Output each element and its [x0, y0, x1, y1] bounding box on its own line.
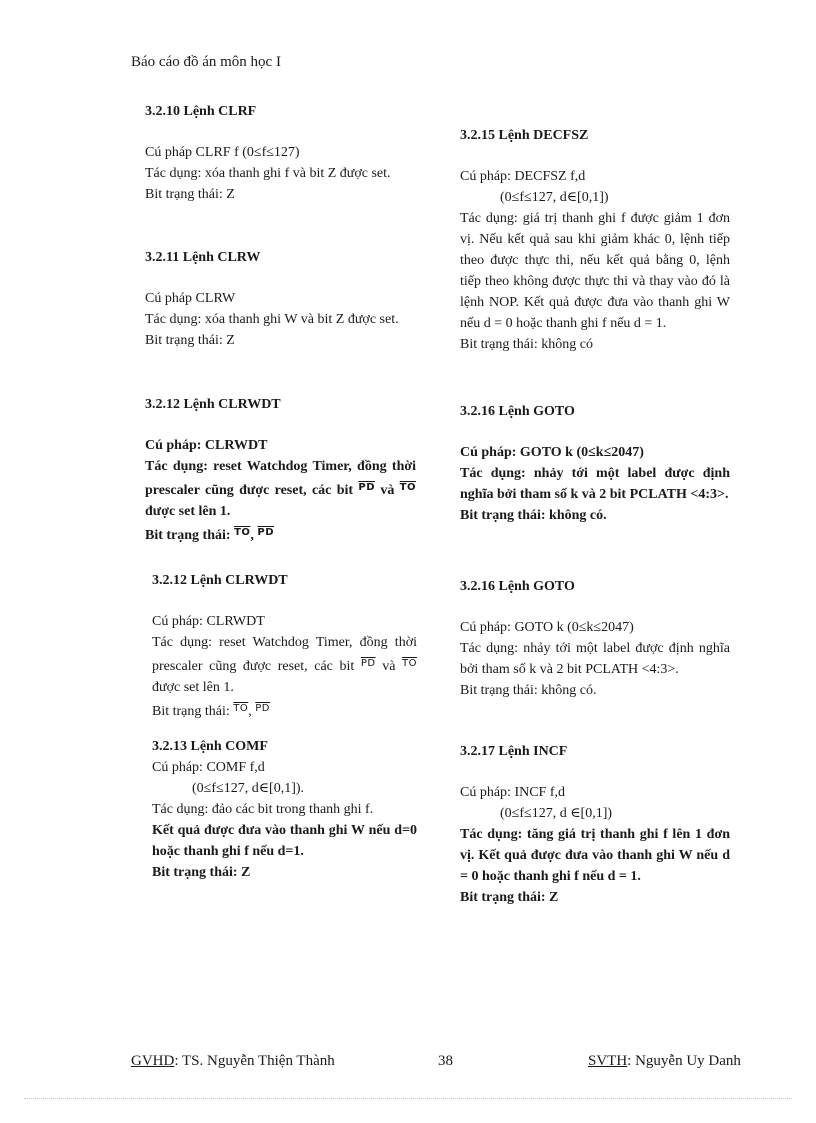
status-bits: Bit trạng thái: $^{\overline{TO}}$, $^{\overline{PD}}$	[145, 527, 275, 543]
status-bits: Bit trạng thái: không có	[460, 337, 593, 352]
page-number: 38	[438, 1053, 453, 1069]
effect-text: Tác dụng: xóa thanh ghi W và bit Z được set.	[145, 312, 399, 327]
status-bits: Bit trạng thái: không có.	[460, 683, 597, 698]
syntax-line: Cú pháp: INCF f,d	[460, 785, 565, 800]
syntax-range: (0≤f≤127, d∈[0,1])	[500, 190, 609, 205]
section-title: 3.2.10 Lệnh CLRF	[145, 104, 257, 119]
pd-bit: PD	[360, 658, 376, 669]
footer-student	[588, 1053, 741, 1070]
section-goto-bold	[460, 402, 730, 526]
effect-text: Tác dụng: nhảy tới một label được định nghĩa bởi tham số k và 2 bit PCLATH <4:3>.	[460, 466, 730, 502]
to-bit: TO	[233, 703, 249, 714]
status-bits: Bit trạng thái: Z	[145, 187, 235, 202]
section-goto	[460, 577, 730, 701]
effect-text: Tác dụng: xóa thanh ghi f và bit Z được set.	[145, 166, 391, 181]
syntax-line: Cú pháp: DECFSZ f,d	[460, 169, 586, 184]
section-clrf	[145, 102, 416, 205]
effect-text: Tác dụng: reset Watchdog Timer, đồng thời prescaler cũng được reset, các bit $^{\overline{PD}}$ và $^{\overline{TO}}$ được set lên 1.	[145, 459, 416, 519]
syntax-line: Cú pháp CLRW	[145, 291, 236, 306]
effect-text: Tác dụng: tăng giá trị thanh ghi f lên 1 đơn vị. Kết quả được đưa vào thanh ghi W nếu d = 0 hoặc thanh ghi f nếu d = 1.	[460, 827, 730, 884]
syntax-range: (0≤f≤127, d∈[0,1]).	[192, 781, 305, 796]
pd-bit: PD	[358, 482, 376, 493]
syntax-line: Cú pháp: GOTO k (0≤k≤2047)	[460, 620, 634, 635]
status-bits: Bit trạng thái: Z	[152, 865, 251, 880]
effect-text: Tác dụng: nhảy tới một label được định nghĩa bởi tham số k và 2 bit PCLATH <4:3>.	[460, 641, 730, 677]
section-decfsz	[460, 126, 730, 355]
section-title: 3.2.16 Lệnh GOTO	[460, 579, 575, 594]
to-bit: TO	[234, 527, 251, 538]
effect-text: Tác dụng: giá trị thanh ghi f được giảm 1 đơn vị. Nếu kết quả sau khi giảm khác 0, lệnh tiếp theo được thực thi, nếu kết quả bằng 0, lệnh tiếp theo không được thực thi và thay vào đó là lệnh NOP. Kết quả được đưa vào thanh ghi W nếu d = 0 hoặc thanh ghi f nếu d = 1.	[460, 211, 730, 331]
pd-bit: PD	[257, 527, 275, 538]
effect-text: Tác dụng: reset Watchdog Timer, đồng thời prescaler cũng được reset, các bit $^{\overline{PD}}$ và $^{\overline{TO}}$ được set lên 1.	[152, 635, 418, 695]
effect-text: Tác dụng: đảo các bit trong thanh ghi f.	[152, 802, 374, 817]
section-title: 3.2.17 Lệnh INCF	[460, 744, 568, 759]
section-title: 3.2.15 Lệnh DECFSZ	[460, 128, 589, 143]
syntax-line: Cú pháp: CLRWDT	[145, 438, 268, 453]
bottom-divider	[24, 1098, 792, 1099]
syntax-line: Cú pháp: GOTO k (0≤k≤2047)	[460, 445, 644, 460]
advisor-name: : TS. Nguyễn Thiện Thành	[174, 1053, 335, 1069]
page-header: Báo cáo đồ án môn học I	[131, 54, 281, 70]
section-clrwdt	[152, 571, 417, 722]
section-title: 3.2.13 Lệnh COMF	[152, 739, 268, 754]
status-bits: Bit trạng thái: Z	[145, 333, 235, 348]
syntax-range: (0≤f≤127, d ∈[0,1])	[500, 806, 613, 821]
syntax-line: Cú pháp: CLRWDT	[152, 614, 265, 629]
to-bit: TO	[402, 658, 418, 669]
advisor-label: GVHD	[131, 1053, 175, 1069]
section-incf	[460, 742, 730, 908]
pd-bit: PD	[255, 703, 270, 714]
syntax-line: Cú pháp: COMF f,d	[152, 760, 265, 775]
footer-advisor	[131, 1053, 335, 1070]
section-title: 3.2.12 Lệnh CLRWDT	[152, 573, 288, 588]
student-label: SVTH	[588, 1053, 628, 1069]
to-bit: TO	[399, 482, 416, 493]
status-bits: Bit trạng thái: Z	[460, 890, 559, 905]
section-title: 3.2.11 Lệnh CLRW	[145, 250, 261, 265]
syntax-line: Cú pháp CLRF f (0≤f≤127)	[145, 145, 300, 160]
section-clrw	[145, 248, 416, 351]
section-comf	[152, 737, 417, 883]
section-title: 3.2.12 Lệnh CLRWDT	[145, 397, 281, 412]
section-title: 3.2.16 Lệnh GOTO	[460, 404, 575, 419]
status-bits: Bit trạng thái: không có.	[460, 508, 607, 523]
status-bits: Bit trạng thái: $^{\overline{TO}}$, $^{\overline{PD}}$	[152, 703, 270, 719]
section-clrwdt-bold	[145, 395, 416, 546]
student-name: : Nguyễn Uy Danh	[627, 1053, 741, 1069]
effect-text-bold: Kết quả được đưa vào thanh ghi W nếu d=0 hoặc thanh ghi f nếu d=1.	[152, 823, 417, 859]
